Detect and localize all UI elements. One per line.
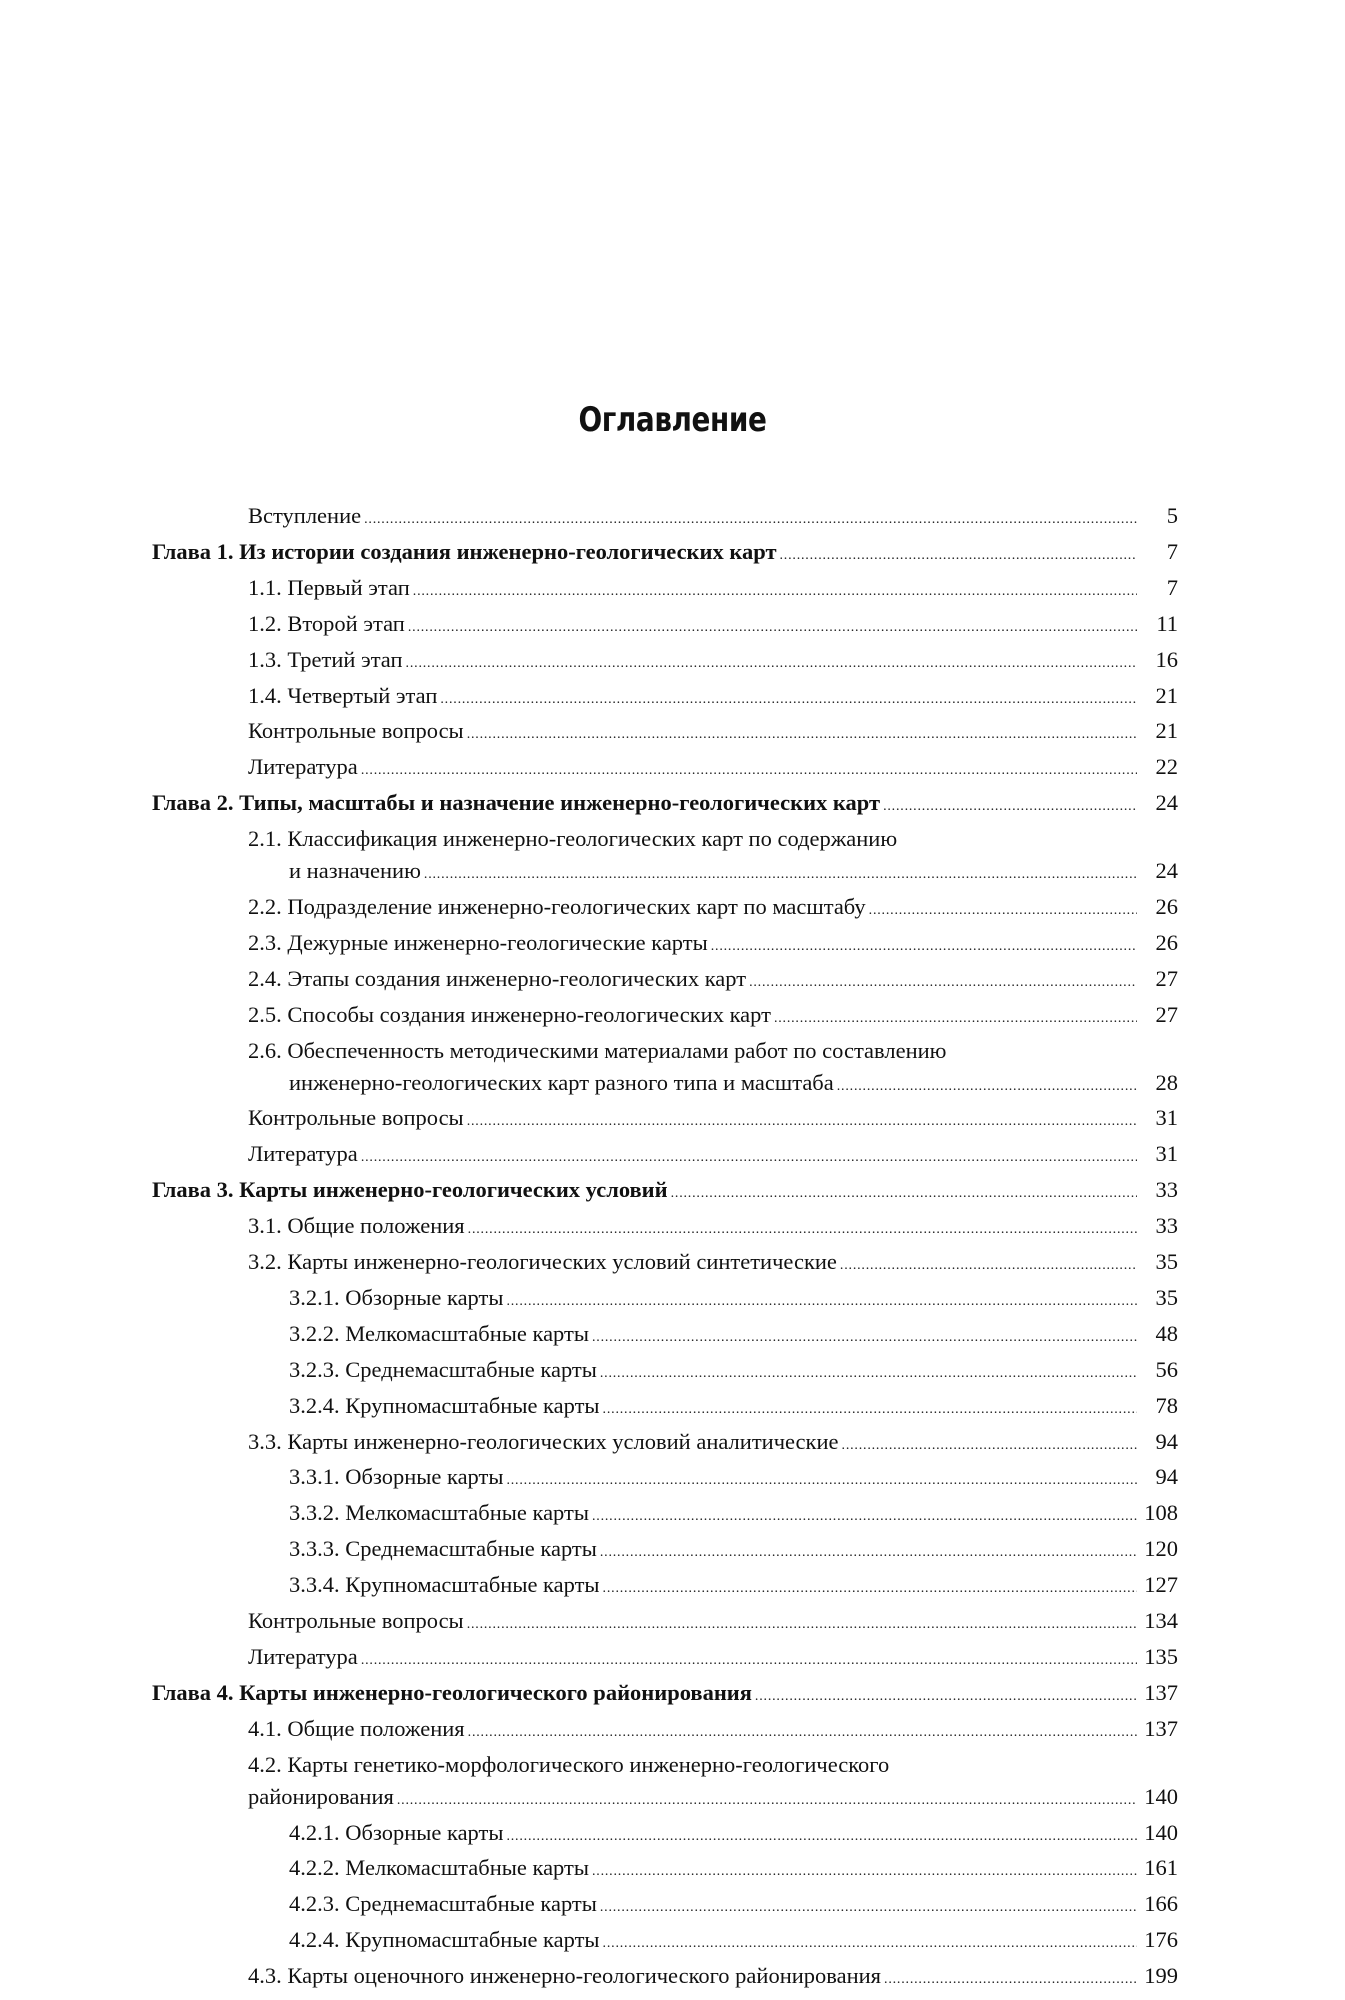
toc-entry-label: 4.2.3. Среднемасштабные карты <box>289 1891 597 1917</box>
toc-page-number: 31 <box>1155 1105 1178 1131</box>
toc-entry[interactable] <box>152 1102 1178 1138</box>
toc-chapter-label: Глава 3. Карты инженерно-геологических условий <box>152 1177 668 1203</box>
toc-entry[interactable] <box>152 927 1178 963</box>
toc-page-number: 24 <box>1155 858 1178 884</box>
leader-dots <box>842 1426 1137 1462</box>
toc-chapter-3[interactable] <box>152 1174 1178 1210</box>
toc-entry-label: Контрольные вопросы <box>248 1608 464 1634</box>
toc-entry-label: 3.1. Общие положения <box>248 1213 465 1239</box>
leader-dots <box>413 572 1137 608</box>
toc-page-number: 21 <box>1155 682 1178 708</box>
toc-page-number: 7 <box>1166 574 1178 600</box>
toc-entry[interactable] <box>152 751 1178 787</box>
leader-dots <box>364 500 1137 536</box>
leader-dots <box>467 1605 1137 1641</box>
toc-entry-label: 3.2.3. Среднемасштабные карты <box>289 1356 597 1382</box>
toc-entry-label: 1.1. Первый этап <box>248 574 410 600</box>
toc-entry-label: 3.2.4. Крупномасштабные карты <box>289 1392 600 1418</box>
leader-dots <box>361 751 1137 787</box>
toc-page-number: 127 <box>1144 1572 1178 1598</box>
toc-entry-label: 3.3.3. Среднемасштабные карты <box>289 1536 597 1562</box>
toc-page-number: 140 <box>1144 1783 1178 1809</box>
leader-dots <box>671 1174 1137 1210</box>
toc-entry-label: 4.2.1. Обзорные карты <box>289 1819 504 1845</box>
toc-page-number: 7 <box>1166 538 1178 564</box>
toc-entry[interactable] <box>152 1067 1178 1103</box>
toc-entry-label: 2.3. Дежурные инженерно-геологические карты <box>248 929 708 955</box>
toc-entry-first-line[interactable]: 4.2. Карты генетико-морфологического инженерно-геологического <box>248 1751 890 1777</box>
toc-page-number: 78 <box>1155 1392 1178 1418</box>
leader-dots <box>467 715 1137 751</box>
leader-dots <box>468 1210 1137 1246</box>
toc-page-number: 134 <box>1144 1608 1178 1634</box>
toc-page-number: 199 <box>1144 1963 1178 1989</box>
toc-page-number: 56 <box>1155 1356 1178 1382</box>
toc-entry-label: Вступление <box>248 503 362 528</box>
leader-dots <box>397 1781 1137 1817</box>
toc-entry-label: 4.2.2. Мелкомасштабные карты <box>289 1855 589 1881</box>
leader-dots <box>600 1533 1137 1569</box>
toc-page-number: 31 <box>1155 1141 1178 1167</box>
toc-subentry[interactable] <box>152 1924 1178 1960</box>
toc-entry-label: 3.3.1. Обзорные карты <box>289 1464 504 1490</box>
toc-entry-label: 2.2. Подразделение инженерно-геологических карт по масштабу <box>248 893 866 919</box>
toc-page-number: 35 <box>1155 1249 1178 1275</box>
toc-entry[interactable] <box>152 644 1178 680</box>
toc-page-number: 48 <box>1155 1320 1178 1346</box>
toc-chapter-4[interactable] <box>152 1677 1178 1713</box>
toc-page-number: 5 <box>1166 503 1178 528</box>
toc-entry-label: 2.4. Этапы создания инженерно-геологических карт <box>248 965 747 991</box>
toc-page-number: 27 <box>1155 965 1178 991</box>
toc-entry-label: 1.2. Второй этап <box>248 610 405 636</box>
toc-page-number: 33 <box>1155 1213 1178 1239</box>
toc-entry-label: Контрольные вопросы <box>248 718 464 744</box>
toc-entry-label: 4.2.4. Крупномасштабные карты <box>289 1927 600 1953</box>
toc-chapter-label: Глава 4. Карты инженерно-геологического районирования <box>152 1679 752 1705</box>
toc-entry-label: Литература <box>248 1141 358 1167</box>
toc-entry-first-line[interactable]: 2.6. Обеспеченность методическими материалами работ по составлению <box>248 1037 947 1063</box>
leader-dots <box>837 1067 1137 1103</box>
toc-subentry[interactable] <box>152 1852 1178 1888</box>
leader-dots <box>603 1924 1137 1960</box>
toc-chapter-2[interactable] <box>152 787 1178 823</box>
toc-entry[interactable] <box>152 891 1178 927</box>
leader-dots <box>840 1246 1137 1282</box>
leader-dots <box>774 999 1137 1035</box>
toc-entry-label: 3.2. Карты инженерно-геологических условий синтетические <box>248 1249 837 1275</box>
toc-entry[interactable] <box>152 1426 1178 1462</box>
leader-dots <box>869 891 1137 927</box>
toc-entry-label: Литература <box>248 1644 358 1669</box>
toc-entry[interactable] <box>152 1960 1178 1996</box>
toc-entry-label: 3.2.1. Обзорные карты <box>289 1284 504 1310</box>
toc-page-number: 26 <box>1155 893 1178 919</box>
leader-dots <box>506 1461 1137 1497</box>
leader-dots <box>468 1713 1137 1749</box>
toc-entry[interactable] <box>152 1713 1178 1749</box>
toc-entry-label: 2.5. Способы создания инженерно-геологических карт <box>248 1001 771 1027</box>
toc-entry-label: 1.3. Третий этап <box>248 646 403 672</box>
toc-entry[interactable] <box>152 1246 1178 1282</box>
toc-page-number: 140 <box>1144 1819 1178 1845</box>
toc-subentry[interactable] <box>152 1817 1178 1853</box>
leader-dots <box>884 1960 1137 1996</box>
toc-entry[interactable] <box>152 1138 1178 1174</box>
toc-entry-label: инженерно-геологических карт разного типа и масштаба <box>289 1069 834 1095</box>
leader-dots <box>592 1497 1137 1533</box>
toc-entry[interactable] <box>152 1210 1178 1246</box>
leader-dots <box>361 1138 1137 1174</box>
leader-dots <box>603 1390 1137 1426</box>
toc-page-number: 166 <box>1144 1891 1178 1917</box>
leader-dots <box>424 855 1137 891</box>
leader-dots <box>408 608 1137 644</box>
toc-entry[interactable] <box>152 999 1178 1035</box>
toc-subentry[interactable] <box>152 1497 1178 1533</box>
toc-subentry[interactable] <box>152 1569 1178 1605</box>
toc-page-number: 24 <box>1155 790 1178 816</box>
leader-dots <box>440 680 1137 716</box>
toc-chapter-label: Глава 1. Из истории создания инженерно-геологических карт <box>152 538 777 564</box>
toc-entry-label: 4.1. Общие положения <box>248 1715 465 1741</box>
toc-page-number: 21 <box>1155 718 1178 744</box>
toc-page-number: 28 <box>1155 1069 1178 1095</box>
leader-dots <box>592 1852 1137 1888</box>
leader-dots <box>755 1677 1137 1713</box>
toc-subentry[interactable] <box>152 1354 1178 1390</box>
leader-dots <box>406 644 1137 680</box>
toc-entry-label: и назначению <box>289 858 421 884</box>
toc-entry-label: районирования <box>248 1783 394 1809</box>
page-title: Оглавление <box>578 400 767 440</box>
toc-entry[interactable] <box>152 1781 1178 1817</box>
toc-entry[interactable] <box>152 572 1178 608</box>
toc-entry[interactable] <box>152 1605 1178 1641</box>
toc-page-number: 120 <box>1144 1536 1178 1562</box>
leader-dots <box>361 1641 1137 1677</box>
toc-subentry[interactable] <box>152 1282 1178 1318</box>
toc-entry-label: 3.3.2. Мелкомасштабные карты <box>289 1500 589 1526</box>
toc-entry[interactable] <box>152 855 1178 891</box>
leader-dots <box>600 1888 1137 1924</box>
toc-subentry[interactable] <box>152 1461 1178 1497</box>
leader-dots <box>600 1354 1137 1390</box>
leader-dots <box>506 1817 1137 1853</box>
toc-page-number: 137 <box>1144 1679 1178 1705</box>
toc-page-number: 22 <box>1155 754 1178 780</box>
toc-entry[interactable] <box>152 1641 1178 1677</box>
leader-dots <box>883 787 1137 823</box>
leader-dots <box>592 1318 1137 1354</box>
table-of-contents <box>152 500 1178 1996</box>
toc-subentry[interactable] <box>152 1390 1178 1426</box>
toc-page-number: 94 <box>1155 1464 1178 1490</box>
toc-entry[interactable] <box>152 680 1178 716</box>
leader-dots <box>749 963 1137 999</box>
toc-page-number: 137 <box>1144 1715 1178 1741</box>
toc-page-number: 16 <box>1155 646 1178 672</box>
leader-dots <box>603 1569 1137 1605</box>
toc-page-number: 94 <box>1155 1428 1178 1454</box>
toc-page-number: 35 <box>1155 1284 1178 1310</box>
toc-entry-first-line[interactable]: 2.1. Классификация инженерно-геологических карт по содержанию <box>248 826 898 852</box>
toc-page-number: 26 <box>1155 929 1178 955</box>
leader-dots <box>780 536 1138 572</box>
toc-page-number: 27 <box>1155 1001 1178 1027</box>
toc-entry-label: 3.3.4. Крупномасштабные карты <box>289 1572 600 1598</box>
toc-entry-intro[interactable] <box>152 500 1178 536</box>
toc-page-number: 135 <box>1144 1644 1178 1669</box>
toc-entry-label: 3.3. Карты инженерно-геологических условий аналитические <box>248 1428 839 1454</box>
toc-entry-label: Литература <box>248 754 358 780</box>
toc-entry[interactable] <box>152 715 1178 751</box>
toc-entry-label: 4.3. Карты оценочного инженерно-геологического районирования <box>248 1963 882 1989</box>
toc-page-number: 33 <box>1155 1177 1178 1203</box>
toc-page-number: 176 <box>1144 1927 1178 1953</box>
toc-chapter-label: Глава 2. Типы, масштабы и назначение инженерно-геологических карт <box>152 790 881 816</box>
toc-subentry[interactable] <box>152 1533 1178 1569</box>
toc-subentry[interactable] <box>152 1888 1178 1924</box>
toc-page-number: 161 <box>1144 1855 1178 1881</box>
leader-dots <box>711 927 1137 963</box>
toc-entry[interactable] <box>152 963 1178 999</box>
toc-page-number: 108 <box>1144 1500 1178 1526</box>
leader-dots <box>506 1282 1137 1318</box>
toc-page-number: 11 <box>1156 610 1178 636</box>
toc-entry-label: 1.4. Четвертый этап <box>248 682 438 708</box>
toc-entry-label: 3.2.2. Мелкомасштабные карты <box>289 1320 589 1346</box>
toc-chapter-1[interactable] <box>152 536 1178 572</box>
toc-entry-label: Контрольные вопросы <box>248 1105 464 1131</box>
toc-subentry[interactable] <box>152 1318 1178 1354</box>
leader-dots <box>467 1102 1137 1138</box>
toc-entry[interactable] <box>152 608 1178 644</box>
